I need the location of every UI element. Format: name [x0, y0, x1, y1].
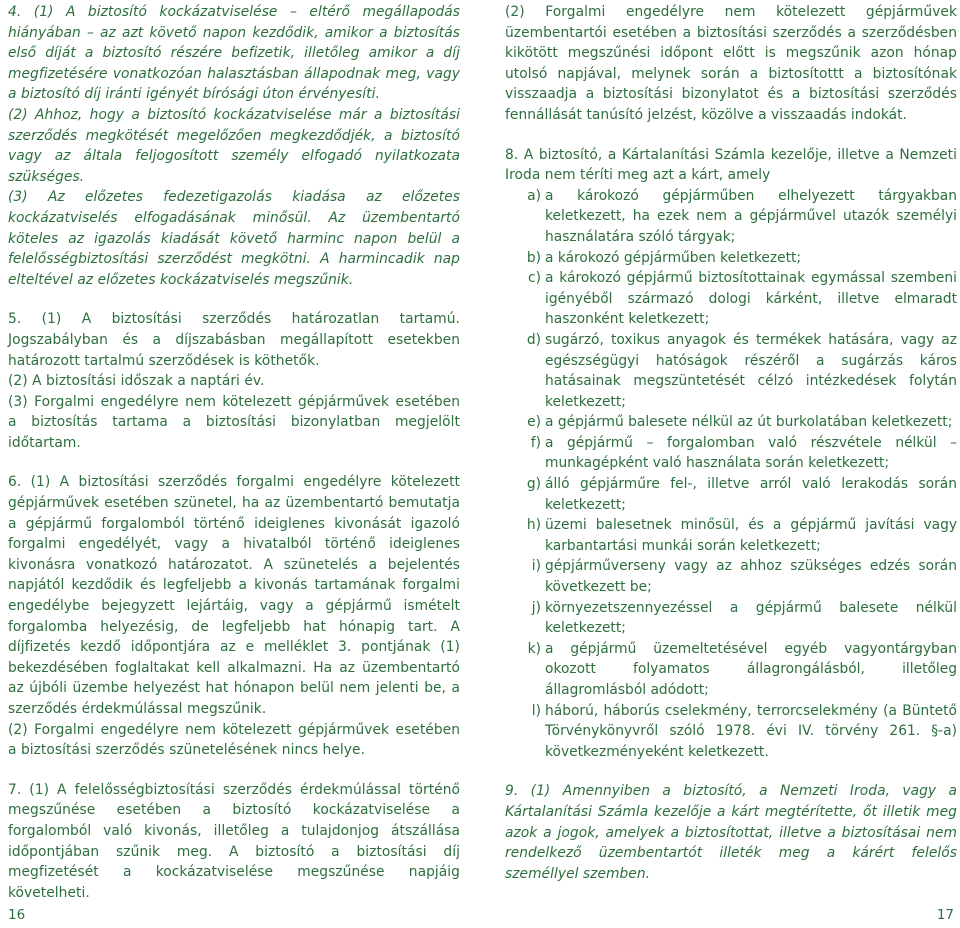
section-8-list-item: [505, 474, 957, 515]
section-8-list-item: [505, 248, 957, 269]
section-8-list-item: [505, 598, 957, 639]
list-item-text: gépjárműverseny vagy az ahhoz szükséges edzés során következett be;: [545, 558, 957, 596]
spacer: [8, 290, 460, 309]
list-item-text: álló gépjárműre fel-, illetve arról való lerakodás során keletkezett;: [545, 476, 957, 513]
list-item-label: j): [531, 599, 541, 616]
section-6-paragraph-2: (2) Forgalmi engedélyre nem kötelezett gépjárművek esetében a biztosítási szerződés szünetelésének nincs helye.: [8, 721, 460, 759]
list-item-label: l): [531, 702, 541, 719]
section-5-paragraph-1: 5. (1) A biztosítási szerződés határozatlan tartamú. Jogszabályban és a díjszabásban megállapított esetekben határozott tartalmú szerződések is köthetők.: [8, 311, 460, 369]
section-7-paragraph-2: (2) Forgalmi engedélyre nem kötelezett gépjárművek üzembentartói esetében a biztosítási szerződés a szerződésben kikötött megszűnési időpont előtt is megszűnik azon hónap utolsó napjával, melynek során a biztosítottt a biztosítónak visszaadja a biztosítási bizonylatot és a biztosítási szerződés fennállását tanúsító jelzést, közölve a visszaadás indokát.: [505, 4, 957, 123]
spacer: [8, 761, 460, 780]
list-item-text: környezetszennyezéssel a gépjármű balesete nélkül keletkezett;: [545, 599, 957, 637]
section-5-paragraph-3: (3) Forgalmi engedélyre nem kötelezett gépjárművek esetében a biztosítás tartama a biztosítási bizonylatban megjelölt időtartam.: [8, 393, 460, 451]
list-item-text: háború, háborús cselekmény, terrorcselekmény (a Büntető Törvénykönyvről szóló 1978. évi IV. törvény 261. §-a) következményeként keletkezett.: [545, 702, 957, 760]
section-8-list-item: [505, 186, 957, 248]
section-8-list: [505, 186, 957, 763]
section-8-list-item: [505, 412, 957, 433]
list-item-label: i): [531, 558, 541, 575]
section-4-paragraph-3: (3) Az előzetes fedezetigazolás kiadása az előzetes kockázatviselés elfogadásának minősül. Az üzembentartó köteles az igazolás kiadását követő harminc napon belül a felelősségbiztosítási szerződést megkötni. A harmincadik nap elteltével az előzetes kockázatviselés megszűnik.: [8, 189, 460, 288]
list-item-text: üzemi balesetnek minősül, és a gépjármű javítási vagy karbantartási munkái során keletkezett;: [545, 517, 957, 554]
section-8-list-item: [505, 639, 957, 701]
section-5-paragraph-2: (2) A biztosítási időszak a naptári év.: [8, 373, 265, 390]
page-number-right: 17: [936, 907, 954, 923]
list-item-label: b): [526, 249, 541, 266]
list-item-label: e): [527, 414, 541, 431]
section-8-list-item: [505, 268, 957, 330]
list-item-text: sugárzó, toxikus anyagok és termékek hatására, vagy az egészségügyi hatóságok részéről a sugárzás káros hatásainak megszüntetését célzó intézkedések folytán keletkezett;: [545, 331, 957, 410]
list-item-label: c): [528, 270, 541, 287]
right-column: [505, 2, 957, 884]
list-item-label: g): [526, 476, 541, 493]
section-8-list-item: [505, 515, 957, 556]
list-item-text: a gépjármű – forgalomban való részvétele nélkül – munkagépként való használata során keletkezett;: [545, 434, 957, 472]
section-8-list-item: [505, 433, 957, 474]
section-4-paragraph-1: 4. (1) A biztosító kockázatviselése – eltérő megállapodás hiányában – az azt követő napon kezdődik, amikor a biztosítás első díját a biztosító részére befizetik, illetőleg amikor a díj megfizetésére vonatkozóan halasztásban állapodnak meg, vagy a biztosító díj iránti igényét bírósági úton érvényesíti.: [8, 4, 460, 103]
section-8-list-item: [505, 556, 957, 597]
list-item-label: d): [526, 331, 541, 348]
left-column: [8, 2, 460, 903]
spacer: [8, 453, 460, 472]
spacer: [505, 762, 957, 781]
list-item-label: f): [530, 434, 541, 451]
section-8-intro: 8. A biztosító, a Kártalanítási Számla kezelője, illetve a Nemzeti Iroda nem téríti meg azt a kárt, amely: [505, 146, 957, 184]
list-item-text: a károkozó gépjárműben elhelyezett tárgyakban keletkezett, ha ezek nem a gépjárművel utazók személyi használatára szóló tárgyak;: [545, 187, 957, 245]
section-8-list-item: [505, 330, 957, 412]
section-7-paragraph-1: 7. (1) A felelősségbiztosítási szerződés érdekmúlással történő megszűnése esetében a biztosító kockázatviselése a forgalomból való kivonás, illetőleg a tulajdonjog átszállása időpontjában szűnik meg. A biztosító a biztosítási díj megfizetését a kockázatviselése megszűnése napjáig követelheti.: [8, 781, 460, 901]
section-4-paragraph-2: (2) Ahhoz, hogy a biztosító kockázatviselése már a biztosítási szerződés megkötését megelőzően megkezdődjék, a biztosító vagy az általa feljogosított személy elfogadó nyilatkozata szükséges.: [8, 106, 460, 185]
list-item-label: a): [527, 187, 541, 204]
section-9-paragraph-1: 9. (1) Amennyiben a biztosító, a Nemzeti Iroda, vagy a Kártalanítási Számla kezelője a kárt megtérítette, őt illetik meg azok a jogok, amelyek a biztosítottat, illetve a biztosításai nem rendelkező üzembentartót illeték meg a kárért felelős személlyel szemben.: [505, 783, 957, 882]
list-item-label: h): [526, 517, 541, 534]
list-item-text: a károkozó gépjármű biztosítottainak egymással szembeni igényéből származó dologi kárként, illetve elmaradt haszonként keletkezett;: [545, 270, 957, 328]
list-item-text: a gépjármű üzemeltetésével egyéb vagyontárgyban okozott folyamatos állagrongálásból, illetőleg állagromlásból adódott;: [545, 640, 957, 698]
list-item-text: a károkozó gépjárműben keletkezett;: [545, 249, 802, 266]
page-number-left: 16: [8, 907, 26, 923]
spacer: [505, 126, 957, 145]
list-item-text: a gépjármű balesete nélkül az út burkolatában keletkezett;: [545, 414, 953, 431]
section-8-list-item: [505, 701, 957, 763]
section-6-paragraph-1: 6. (1) A biztosítási szerződés forgalmi engedélyre kötelezett gépjárművek esetében szünetel, ha az üzembentartó bemutatja a gépjármű forgalomból történő ideiglenes kivonását igazoló forgalmi engedélyét, vagy a hivatalból történő ideiglenes kivonásra vonatkozó határozatot. A szünetelés a bejelentés napjától kezdődik és legfeljebb a kivonás tartamának forgalmi engedélybe bejegyzett lejártáig, vagy a gépjármű ismételt forgalomba helyezésig, de legfeljebb hat hónapig tart. A díjfizetés kezdő időpontjára az e melléklet 3. pontjának (1) bekezdésében foglaltakat kell alkalmazni. Ha az üzembentartó az újbóli üzembe helyezést hat hónapon belül nem jelenti be, a szerződés érdekmúlással megszűnik.: [8, 474, 460, 717]
list-item-label: k): [527, 640, 541, 657]
